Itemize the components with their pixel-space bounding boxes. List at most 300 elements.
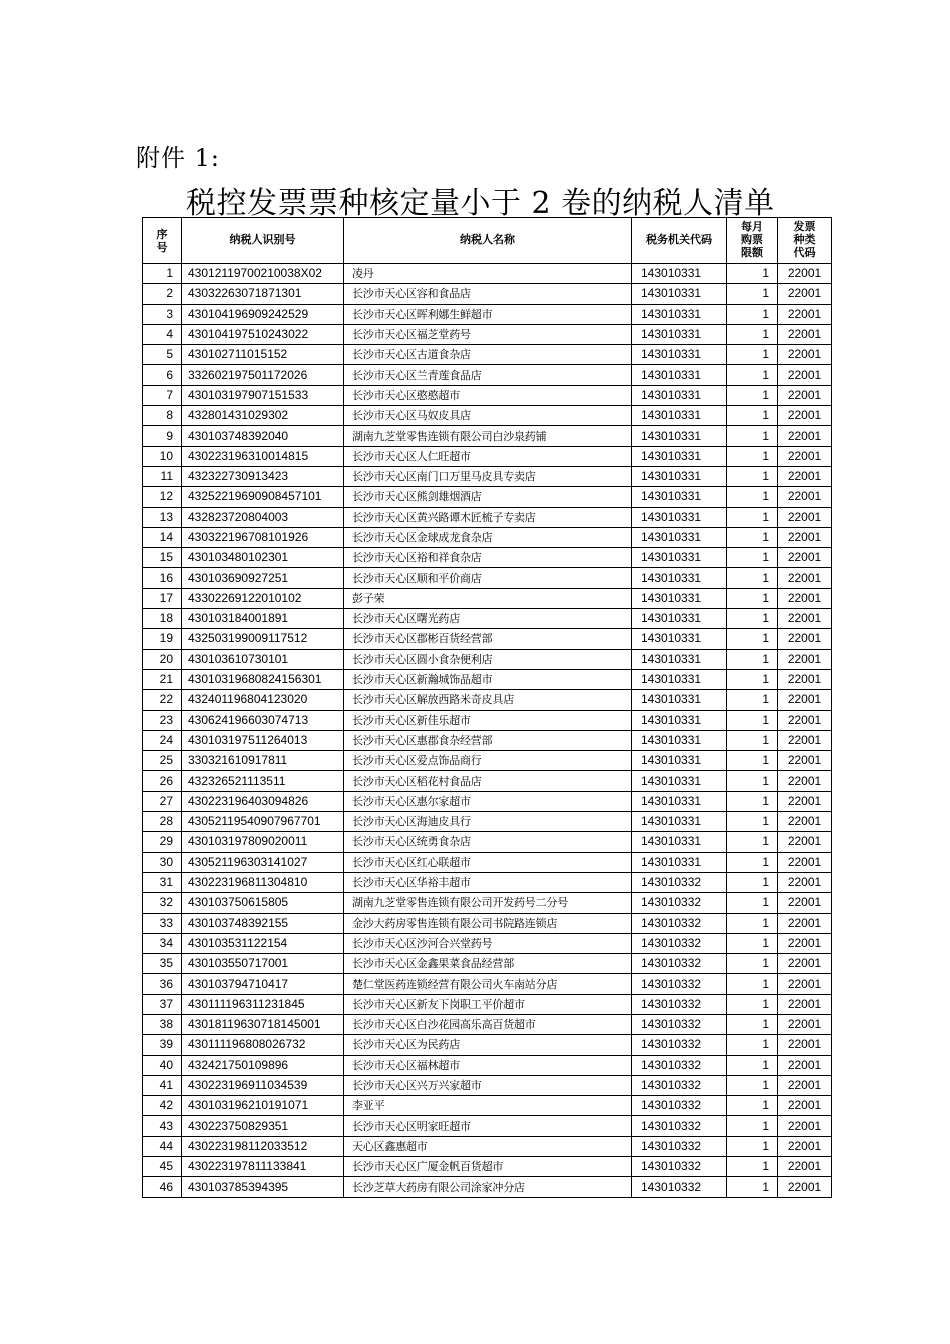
taxpayer-name-cell: 李亚平 (344, 1096, 632, 1116)
table-row (143, 1136, 832, 1156)
invoice-type-code-cell: 22001 (778, 304, 832, 324)
monthly-limit-cell: 1 (727, 710, 778, 730)
seq-cell: 34 (143, 933, 182, 953)
invoice-type-code-cell: 22001 (778, 974, 832, 994)
table-header-row (143, 218, 832, 264)
monthly-limit-cell: 1 (727, 751, 778, 771)
tax-authority-code-cell: 143010331 (632, 771, 727, 791)
taxpayer-name-cell: 长沙市天心区黄兴路谭木匠梳子专卖店 (344, 507, 632, 527)
taxpayer-id-cell: 432421750109896 (182, 1055, 344, 1075)
monthly-limit-cell: 1 (727, 812, 778, 832)
invoice-type-code-cell: 22001 (778, 1096, 832, 1116)
monthly-limit-cell: 1 (727, 1096, 778, 1116)
col-header-tax-authority-code: 税务机关代码 (632, 218, 727, 264)
invoice-type-code-cell: 22001 (778, 730, 832, 750)
tax-authority-code-cell: 143010331 (632, 487, 727, 507)
taxpayer-name-cell: 天心区鑫惠超市 (344, 1136, 632, 1156)
taxpayer-id-cell: 332602197501172026 (182, 365, 344, 385)
invoice-type-code-cell: 22001 (778, 264, 832, 284)
taxpayer-id-cell: 430322196708101926 (182, 527, 344, 547)
col-header-monthly-limit: 每月 购票 限额 (727, 218, 778, 264)
monthly-limit-cell: 1 (727, 913, 778, 933)
table-row (143, 954, 832, 974)
monthly-limit-cell: 1 (727, 487, 778, 507)
invoice-type-code-cell: 22001 (778, 345, 832, 365)
table-row (143, 609, 832, 629)
taxpayer-id-cell: 430103196210191071 (182, 1096, 344, 1116)
invoice-type-code-cell: 22001 (778, 751, 832, 771)
table-row (143, 466, 832, 486)
taxpayer-name-cell: 长沙市天心区解放西路米奇皮具店 (344, 690, 632, 710)
taxpayer-name-cell: 长沙市天心区兰青莲食品店 (344, 365, 632, 385)
taxpayer-name-cell: 长沙市天心区惠尔家超市 (344, 791, 632, 811)
monthly-limit-cell: 1 (727, 954, 778, 974)
table-row (143, 568, 832, 588)
tax-authority-code-cell: 143010331 (632, 629, 727, 649)
taxpayer-id-cell: 432401196804123020 (182, 690, 344, 710)
tax-authority-code-cell: 143010331 (632, 588, 727, 608)
tax-authority-code-cell: 143010332 (632, 913, 727, 933)
taxpayer-id-cell: 43018119630718145001 (182, 1014, 344, 1034)
seq-cell: 32 (143, 893, 182, 913)
taxpayer-id-cell: 430103480102301 (182, 548, 344, 568)
table-row (143, 669, 832, 689)
taxpayer-name-cell: 长沙市天心区稻花村食品店 (344, 771, 632, 791)
attachment-label: 附件 1: (136, 144, 220, 172)
invoice-type-code-cell: 22001 (778, 629, 832, 649)
invoice-type-code-cell: 22001 (778, 487, 832, 507)
taxpayer-name-cell: 彭子荣 (344, 588, 632, 608)
taxpayer-name-cell: 长沙市天心区顺和平价商店 (344, 568, 632, 588)
monthly-limit-cell: 1 (727, 730, 778, 750)
taxpayer-id-cell: 432326521113511 (182, 771, 344, 791)
table-row (143, 974, 832, 994)
invoice-type-code-cell: 22001 (778, 1075, 832, 1095)
seq-cell: 26 (143, 771, 182, 791)
taxpayer-id-cell: 432503199009117512 (182, 629, 344, 649)
seq-cell: 1 (143, 264, 182, 284)
monthly-limit-cell: 1 (727, 588, 778, 608)
taxpayer-id-cell: 430103550717001 (182, 954, 344, 974)
taxpayer-name-cell: 金沙大药房零售连锁有限公司书院路连锁店 (344, 913, 632, 933)
tax-authority-code-cell: 143010331 (632, 832, 727, 852)
invoice-type-code-cell: 22001 (778, 852, 832, 872)
taxpayer-name-cell: 长沙市天心区圆小食杂便利店 (344, 649, 632, 669)
table-row (143, 893, 832, 913)
monthly-limit-cell: 1 (727, 264, 778, 284)
taxpayer-name-cell: 长沙市天心区晖利娜生鲜超市 (344, 304, 632, 324)
tax-authority-code-cell: 143010331 (632, 812, 727, 832)
tax-authority-code-cell: 143010331 (632, 710, 727, 730)
taxpayer-name-cell: 湖南九芝堂零售连锁有限公司白沙泉药铺 (344, 426, 632, 446)
taxpayer-id-cell: 430223196811304810 (182, 872, 344, 892)
taxpayer-name-cell: 长沙市天心区兴万兴家超市 (344, 1075, 632, 1095)
monthly-limit-cell: 1 (727, 466, 778, 486)
taxpayer-id-cell: 430624196603074713 (182, 710, 344, 730)
table-row (143, 264, 832, 284)
monthly-limit-cell: 1 (727, 832, 778, 852)
monthly-limit-cell: 1 (727, 324, 778, 344)
monthly-limit-cell: 1 (727, 385, 778, 405)
table-row (143, 629, 832, 649)
invoice-type-code-cell: 22001 (778, 994, 832, 1014)
table-row (143, 913, 832, 933)
seq-cell: 13 (143, 507, 182, 527)
table-row (143, 710, 832, 730)
monthly-limit-cell: 1 (727, 406, 778, 426)
taxpayer-name-cell: 楚仁堂医药连锁经营有限公司火车南站分店 (344, 974, 632, 994)
seq-cell: 16 (143, 568, 182, 588)
taxpayer-name-cell: 凌丹 (344, 264, 632, 284)
tax-authority-code-cell: 143010331 (632, 284, 727, 304)
taxpayer-id-cell: 43252219690908457101 (182, 487, 344, 507)
tax-authority-code-cell: 143010331 (632, 751, 727, 771)
taxpayer-id-cell: 430223198112033512 (182, 1136, 344, 1156)
monthly-limit-cell: 1 (727, 1136, 778, 1156)
seq-cell: 35 (143, 954, 182, 974)
taxpayer-id-cell: 43302269122010102 (182, 588, 344, 608)
tax-authority-code-cell: 143010331 (632, 649, 727, 669)
taxpayer-name-cell: 长沙市天心区曙光药店 (344, 609, 632, 629)
seq-cell: 2 (143, 284, 182, 304)
seq-cell: 18 (143, 609, 182, 629)
taxpayer-name-cell: 长沙市天心区福林超市 (344, 1055, 632, 1075)
page-title: 税控发票票种核定量小于 2 卷的纳税人清单 (186, 186, 775, 221)
taxpayer-id-cell: 430103748392155 (182, 913, 344, 933)
table-row (143, 832, 832, 852)
tax-authority-code-cell: 143010332 (632, 1116, 727, 1136)
tax-authority-code-cell: 143010332 (632, 1014, 727, 1034)
taxpayer-name-cell: 长沙市天心区爱点饰品商行 (344, 751, 632, 771)
tax-authority-code-cell: 143010332 (632, 933, 727, 953)
invoice-type-code-cell: 22001 (778, 324, 832, 344)
table-row (143, 1014, 832, 1034)
taxpayer-id-cell: 430104197510243022 (182, 324, 344, 344)
table-row (143, 933, 832, 953)
monthly-limit-cell: 1 (727, 284, 778, 304)
invoice-type-code-cell: 22001 (778, 466, 832, 486)
invoice-type-code-cell: 22001 (778, 649, 832, 669)
table-row (143, 304, 832, 324)
invoice-type-code-cell: 22001 (778, 1035, 832, 1055)
taxpayer-name-cell: 长沙市天心区金球成龙食杂店 (344, 527, 632, 547)
tax-authority-code-cell: 143010331 (632, 690, 727, 710)
taxpayer-id-cell: 430103197809020011 (182, 832, 344, 852)
taxpayer-name-cell: 长沙市天心区广厦金帆百货超市 (344, 1157, 632, 1177)
tax-authority-code-cell: 143010331 (632, 406, 727, 426)
tax-authority-code-cell: 143010331 (632, 324, 727, 344)
tax-authority-code-cell: 143010331 (632, 426, 727, 446)
taxpayer-id-cell: 43052119540907967701 (182, 812, 344, 832)
invoice-type-code-cell: 22001 (778, 832, 832, 852)
taxpayer-id-cell: 430103184001891 (182, 609, 344, 629)
invoice-type-code-cell: 22001 (778, 1177, 832, 1197)
taxpayer-name-cell: 长沙市天心区为民药店 (344, 1035, 632, 1055)
invoice-type-code-cell: 22001 (778, 446, 832, 466)
invoice-type-code-cell: 22001 (778, 791, 832, 811)
taxpayer-id-cell: 430104196909242529 (182, 304, 344, 324)
taxpayer-name-cell: 长沙市天心区福芝堂药号 (344, 324, 632, 344)
seq-cell: 31 (143, 872, 182, 892)
monthly-limit-cell: 1 (727, 365, 778, 385)
tax-authority-code-cell: 143010332 (632, 1157, 727, 1177)
tax-authority-code-cell: 143010331 (632, 791, 727, 811)
tax-authority-code-cell: 143010331 (632, 730, 727, 750)
tax-authority-code-cell: 143010331 (632, 527, 727, 547)
monthly-limit-cell: 1 (727, 446, 778, 466)
invoice-type-code-cell: 22001 (778, 690, 832, 710)
monthly-limit-cell: 1 (727, 669, 778, 689)
seq-cell: 4 (143, 324, 182, 344)
seq-cell: 12 (143, 487, 182, 507)
taxpayer-table (142, 217, 832, 1198)
tax-authority-code-cell: 143010331 (632, 548, 727, 568)
taxpayer-id-cell: 43032263071871301 (182, 284, 344, 304)
tax-authority-code-cell: 143010331 (632, 446, 727, 466)
monthly-limit-cell: 1 (727, 304, 778, 324)
seq-cell: 25 (143, 751, 182, 771)
tax-authority-code-cell: 143010332 (632, 954, 727, 974)
monthly-limit-cell: 1 (727, 1116, 778, 1136)
taxpayer-id-cell: 430111196808026732 (182, 1035, 344, 1055)
seq-cell: 8 (143, 406, 182, 426)
taxpayer-id-cell: 430223196911034539 (182, 1075, 344, 1095)
taxpayer-id-cell: 330321610917811 (182, 751, 344, 771)
seq-cell: 28 (143, 812, 182, 832)
table-row (143, 649, 832, 669)
seq-cell: 3 (143, 304, 182, 324)
invoice-type-code-cell: 22001 (778, 568, 832, 588)
seq-cell: 22 (143, 690, 182, 710)
monthly-limit-cell: 1 (727, 426, 778, 446)
seq-cell: 39 (143, 1035, 182, 1055)
monthly-limit-cell: 1 (727, 1075, 778, 1095)
taxpayer-name-cell: 湖南九芝堂零售连锁有限公司开发药号二分号 (344, 893, 632, 913)
table-row (143, 852, 832, 872)
table-row (143, 548, 832, 568)
seq-cell: 17 (143, 588, 182, 608)
table-row (143, 527, 832, 547)
taxpayer-id-cell: 432823720804003 (182, 507, 344, 527)
invoice-type-code-cell: 22001 (778, 527, 832, 547)
monthly-limit-cell: 1 (727, 933, 778, 953)
tax-authority-code-cell: 143010332 (632, 1177, 727, 1197)
table-row (143, 446, 832, 466)
taxpayer-id-cell: 432322730913423 (182, 466, 344, 486)
seq-cell: 33 (143, 913, 182, 933)
seq-cell: 5 (143, 345, 182, 365)
seq-cell: 44 (143, 1136, 182, 1156)
tax-authority-code-cell: 143010331 (632, 466, 727, 486)
monthly-limit-cell: 1 (727, 527, 778, 547)
taxpayer-name-cell: 长沙市天心区裕和祥食杂店 (344, 548, 632, 568)
monthly-limit-cell: 1 (727, 1177, 778, 1197)
monthly-limit-cell: 1 (727, 609, 778, 629)
taxpayer-id-cell: 430223196403094826 (182, 791, 344, 811)
taxpayer-id-cell: 430103610730101 (182, 649, 344, 669)
taxpayer-name-cell: 长沙市天心区明家旺超市 (344, 1116, 632, 1136)
tax-authority-code-cell: 143010331 (632, 385, 727, 405)
seq-cell: 43 (143, 1116, 182, 1136)
invoice-type-code-cell: 22001 (778, 913, 832, 933)
seq-cell: 41 (143, 1075, 182, 1095)
taxpayer-name-cell: 长沙市天心区憨憨超市 (344, 385, 632, 405)
tax-authority-code-cell: 143010332 (632, 1075, 727, 1095)
invoice-type-code-cell: 22001 (778, 365, 832, 385)
tax-authority-code-cell: 143010332 (632, 994, 727, 1014)
taxpayer-id-cell: 430103197907151533 (182, 385, 344, 405)
table-row (143, 1157, 832, 1177)
invoice-type-code-cell: 22001 (778, 548, 832, 568)
seq-cell: 45 (143, 1157, 182, 1177)
seq-cell: 19 (143, 629, 182, 649)
table-row (143, 690, 832, 710)
table-row (143, 426, 832, 446)
taxpayer-id-cell: 432801431029302 (182, 406, 344, 426)
monthly-limit-cell: 1 (727, 507, 778, 527)
seq-cell: 42 (143, 1096, 182, 1116)
monthly-limit-cell: 1 (727, 629, 778, 649)
tax-authority-code-cell: 143010331 (632, 609, 727, 629)
table-row (143, 1035, 832, 1055)
seq-cell: 38 (143, 1014, 182, 1034)
monthly-limit-cell: 1 (727, 852, 778, 872)
taxpayer-id-cell: 430103531122154 (182, 933, 344, 953)
seq-cell: 40 (143, 1055, 182, 1075)
table-row (143, 730, 832, 750)
invoice-type-code-cell: 22001 (778, 507, 832, 527)
table-row (143, 385, 832, 405)
tax-authority-code-cell: 143010332 (632, 893, 727, 913)
taxpayer-id-cell: 430223196310014815 (182, 446, 344, 466)
monthly-limit-cell: 1 (727, 548, 778, 568)
seq-cell: 46 (143, 1177, 182, 1197)
taxpayer-id-cell: 430521196303141027 (182, 852, 344, 872)
tax-authority-code-cell: 143010332 (632, 872, 727, 892)
monthly-limit-cell: 1 (727, 568, 778, 588)
taxpayer-id-cell: 430103750615805 (182, 893, 344, 913)
tax-authority-code-cell: 143010331 (632, 304, 727, 324)
taxpayer-name-cell: 长沙市天心区古道食杂店 (344, 345, 632, 365)
tax-authority-code-cell: 143010331 (632, 568, 727, 588)
tax-authority-code-cell: 143010331 (632, 345, 727, 365)
taxpayer-name-cell: 长沙芝草大药房有限公司涂家冲分店 (344, 1177, 632, 1197)
monthly-limit-cell: 1 (727, 771, 778, 791)
taxpayer-id-cell: 430103197511264013 (182, 730, 344, 750)
taxpayer-name-cell: 长沙市天心区南门口万里马皮具专卖店 (344, 466, 632, 486)
table-row (143, 791, 832, 811)
seq-cell: 29 (143, 832, 182, 852)
monthly-limit-cell: 1 (727, 345, 778, 365)
taxpayer-name-cell: 长沙市天心区新友下岗职工平价超市 (344, 994, 632, 1014)
monthly-limit-cell: 1 (727, 649, 778, 669)
invoice-type-code-cell: 22001 (778, 426, 832, 446)
col-header-taxpayer-name: 纳税人名称 (344, 218, 632, 264)
seq-cell: 15 (143, 548, 182, 568)
monthly-limit-cell: 1 (727, 1157, 778, 1177)
table-row (143, 284, 832, 304)
seq-cell: 21 (143, 669, 182, 689)
table-row (143, 994, 832, 1014)
monthly-limit-cell: 1 (727, 690, 778, 710)
taxpayer-name-cell: 长沙市天心区新瀚城饰品超市 (344, 669, 632, 689)
table-row (143, 345, 832, 365)
taxpayer-id-cell: 430223197811133841 (182, 1157, 344, 1177)
taxpayer-id-cell: 430102711015152 (182, 345, 344, 365)
invoice-type-code-cell: 22001 (778, 812, 832, 832)
tax-authority-code-cell: 143010331 (632, 365, 727, 385)
taxpayer-name-cell: 长沙市天心区惠郡食杂经营部 (344, 730, 632, 750)
table-row (143, 1096, 832, 1116)
invoice-type-code-cell: 22001 (778, 406, 832, 426)
taxpayer-name-cell: 长沙市天心区熊剑雄烟酒店 (344, 487, 632, 507)
taxpayer-id-cell: 43012119700210038X02 (182, 264, 344, 284)
invoice-type-code-cell: 22001 (778, 609, 832, 629)
invoice-type-code-cell: 22001 (778, 710, 832, 730)
taxpayer-name-cell: 长沙市天心区统勇食杂店 (344, 832, 632, 852)
col-header-invoice-type-code: 发票 种类 代码 (778, 218, 832, 264)
tax-authority-code-cell: 143010331 (632, 264, 727, 284)
monthly-limit-cell: 1 (727, 872, 778, 892)
table-row (143, 487, 832, 507)
seq-cell: 36 (143, 974, 182, 994)
taxpayer-id-cell: 430103690927251 (182, 568, 344, 588)
taxpayer-name-cell: 长沙市天心区红心联超市 (344, 852, 632, 872)
table-row (143, 507, 832, 527)
tax-authority-code-cell: 143010332 (632, 1035, 727, 1055)
tax-authority-code-cell: 143010332 (632, 1136, 727, 1156)
invoice-type-code-cell: 22001 (778, 933, 832, 953)
table-row (143, 406, 832, 426)
seq-cell: 20 (143, 649, 182, 669)
seq-cell: 10 (143, 446, 182, 466)
seq-cell: 30 (143, 852, 182, 872)
table-row (143, 1055, 832, 1075)
tax-authority-code-cell: 143010332 (632, 1096, 727, 1116)
taxpayer-id-cell: 43010319680824156301 (182, 669, 344, 689)
invoice-type-code-cell: 22001 (778, 669, 832, 689)
tax-authority-code-cell: 143010332 (632, 974, 727, 994)
monthly-limit-cell: 1 (727, 893, 778, 913)
tax-authority-code-cell: 143010332 (632, 1055, 727, 1075)
invoice-type-code-cell: 22001 (778, 1055, 832, 1075)
tax-authority-code-cell: 143010331 (632, 852, 727, 872)
taxpayer-id-cell: 430103748392040 (182, 426, 344, 446)
taxpayer-id-cell: 430111196311231845 (182, 994, 344, 1014)
monthly-limit-cell: 1 (727, 1035, 778, 1055)
invoice-type-code-cell: 22001 (778, 1116, 832, 1136)
invoice-type-code-cell: 22001 (778, 1014, 832, 1034)
table-row (143, 1116, 832, 1136)
table-row (143, 812, 832, 832)
table-row (143, 771, 832, 791)
seq-cell: 6 (143, 365, 182, 385)
invoice-type-code-cell: 22001 (778, 588, 832, 608)
invoice-type-code-cell: 22001 (778, 872, 832, 892)
tax-authority-code-cell: 143010331 (632, 669, 727, 689)
seq-cell: 23 (143, 710, 182, 730)
seq-cell: 7 (143, 385, 182, 405)
taxpayer-name-cell: 长沙市天心区海迪皮具行 (344, 812, 632, 832)
taxpayer-name-cell: 长沙市天心区马奴皮具店 (344, 406, 632, 426)
table-body (143, 264, 832, 1198)
seq-cell: 14 (143, 527, 182, 547)
invoice-type-code-cell: 22001 (778, 385, 832, 405)
table-row (143, 872, 832, 892)
taxpayer-id-cell: 430223750829351 (182, 1116, 344, 1136)
seq-cell: 24 (143, 730, 182, 750)
taxpayer-name-cell: 长沙市天心区白沙花园高乐高百货超市 (344, 1014, 632, 1034)
